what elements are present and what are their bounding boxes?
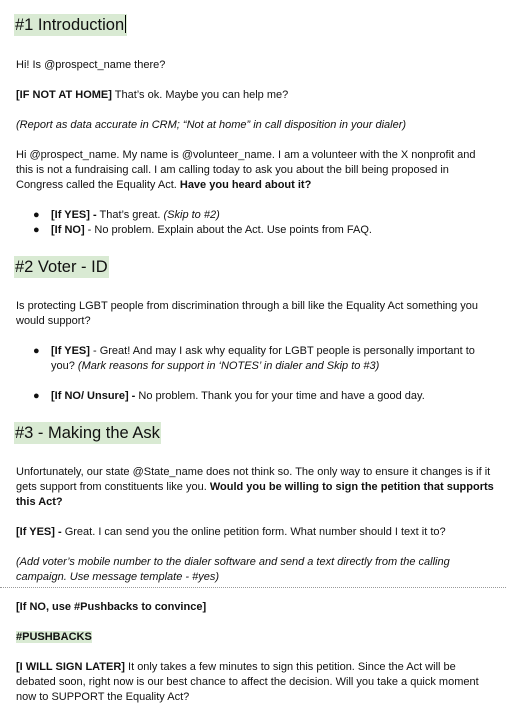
ask-paragraph	[16, 465, 494, 510]
if-no-line: [If NO, use #Pushbacks to convince]	[16, 601, 207, 613]
pitch-question: Have you heard about it?	[179, 179, 312, 191]
list-item	[0, 223, 490, 238]
list-item	[0, 208, 490, 223]
bullet-tag: [If NO]	[51, 224, 85, 236]
heading-introduction-text: #1 Introduction	[15, 16, 125, 34]
not-home-line	[16, 88, 494, 103]
text-cursor	[125, 15, 126, 33]
list-item	[0, 389, 490, 404]
bullet-icon: ●	[33, 209, 40, 221]
sign-later-tag: [I WILL SIGN LATER]	[16, 661, 125, 673]
pushbacks-line	[16, 630, 494, 645]
bullet-tag: [If YES]	[51, 345, 90, 357]
ask-yes-line	[16, 525, 494, 540]
voter-id-bullet-list	[0, 344, 490, 404]
bullet-text: - No problem. Explain about the Act. Use points from FAQ.	[84, 224, 372, 236]
bullet-icon: ●	[33, 390, 40, 402]
bullet-note: (Mark reasons for support in ‘NOTES’ in dialer and Skip to #3)	[77, 360, 380, 372]
sign-later-text: It only takes a few minutes to sign this petition. Since the Act will be debated soon, right now is our best chance to affect the decision. Will you take a quick moment now to SUPPORT the Equality Act?	[16, 661, 479, 703]
not-home-text: That’s ok. Maybe you can help me?	[111, 89, 289, 101]
intro-bullet-list	[0, 208, 490, 238]
voter-id-question: Is protecting LGBT people from discrimination through a bill like the Equality Act something you would support?	[16, 300, 479, 327]
bullet-tag: [If NO/ Unsure] -	[51, 390, 136, 402]
bullet-text: That’s great.	[96, 209, 164, 221]
report-note: (Report as data accurate in CRM; “Not at home” in call disposition in your dialer)	[16, 119, 407, 131]
bullet-icon: ●	[33, 224, 40, 236]
not-home-tag: [IF NOT AT HOME]	[16, 89, 112, 101]
ask-text: Unfortunately, our state @State_name does not think so. The only way to ensure it changes is if it gets support from constituents like you.	[16, 466, 491, 493]
page-break-divider	[0, 587, 506, 588]
bullet-tag: [If YES] -	[51, 209, 97, 221]
heading-making-the-ask[interactable]: #3 - Making the Ask	[15, 424, 160, 442]
pitch-paragraph	[16, 148, 494, 193]
heading-introduction[interactable]	[14, 14, 127, 36]
ask-yes-text: Great. I can send you the online petition form. What number should I text it to?	[61, 526, 446, 538]
pushbacks-tag: #PUSHBACKS	[16, 631, 92, 643]
sms-note: (Add voter’s mobile number to the dialer software and send a text directly from the calling campaign. Use message template - #yes)	[16, 556, 450, 583]
ask-question: Would you be willing to sign the petition that supports this Act?	[16, 481, 494, 508]
bullet-note: (Skip to #2)	[163, 209, 220, 221]
pitch-text: Hi @prospect_name. My name is @volunteer_name. I am a volunteer with the X nonprofit and this is not a fundraising call. I am calling today to ask you about the bill being proposed in Congress called the Equality Act.	[16, 149, 476, 191]
list-item	[0, 344, 490, 374]
bullet-icon: ●	[33, 345, 40, 357]
bullet-text: - Great! And may I ask why equality for LGBT people is personally important to you?	[51, 345, 475, 372]
sign-later-paragraph	[16, 660, 494, 705]
greeting-line: Hi! Is @prospect_name there?	[16, 59, 166, 71]
bullet-text: No problem. Thank you for your time and have a good day.	[135, 390, 425, 402]
ask-yes-tag: [If YES] -	[16, 526, 62, 538]
heading-voter-id[interactable]: #2 Voter - ID	[15, 258, 108, 276]
